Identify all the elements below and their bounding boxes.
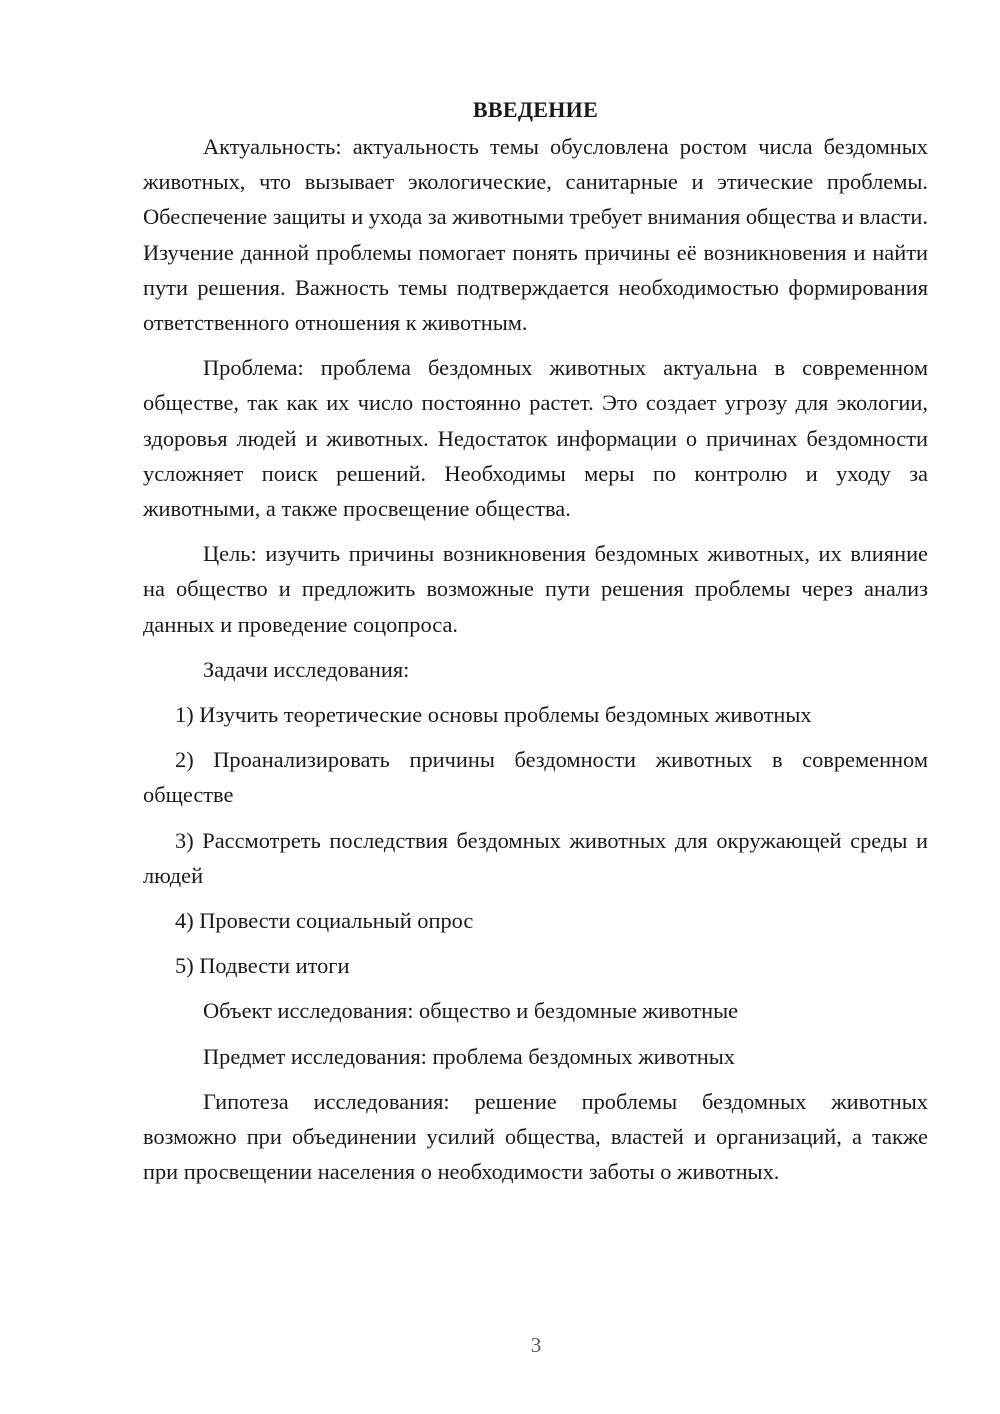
page-content: [143, 92, 928, 1199]
paragraph-subject: Предмет исследования: проблема бездомных животных: [203, 1043, 735, 1069]
paragraph-hypothesis: Гипотеза исследования: решение проблемы бездомных животных возможно при объединении усилий общества, властей и организаций, а также при просвещении населения о необходимости заботы о животных.: [143, 1088, 928, 1185]
paragraph-relevance: Актуальность: актуальность темы обусловлена ростом числа бездомных животных, что вызывает экологические, санитарные и этические проблемы. Обеспечение защиты и ухода за животными требует внимания общества и власти. Изучение данной проблемы помогает понять причины её возникновения и найти пути решения. Важность темы подтверждается необходимостью формирования ответственного отношения к животным.: [143, 134, 928, 336]
tasks-title: Задачи исследования:: [203, 656, 410, 682]
section-heading: ВВЕДЕНИЕ: [472, 97, 599, 122]
task-item-4: 4) Провести социальный опрос: [175, 908, 474, 934]
task-item-3: 3) Рассмотреть последствия бездомных животных для окружающей среды и людей: [143, 827, 928, 888]
page-number: 3: [530, 1333, 542, 1357]
task-item-1: 1) Изучить теоретические основы проблемы бездомных животных: [175, 702, 812, 728]
task-item-2: 2) Проанализировать причины бездомности животных в современном обществе: [143, 747, 928, 808]
paragraph-object: Объект исследования: общество и бездомные животные: [203, 998, 739, 1024]
paragraph-problem: Проблема: проблема бездомных животных актуальна в современном обществе, так как их число постоянно растет. Это создает угрозу для экологии, здоровья людей и животных. Недостаток информации о причинах бездомности усложняет поиск решений. Необходимы меры по контролю и уходу за животными, а также просвещение общества.: [143, 355, 928, 522]
paragraph-goal: Цель: изучить причины возникновения бездомных животных, их влияние на общество и предложить возможные пути решения проблемы через анализ данных и проведение соцопроса.: [143, 541, 928, 637]
task-item-5: 5) Подвести итоги: [175, 953, 350, 979]
